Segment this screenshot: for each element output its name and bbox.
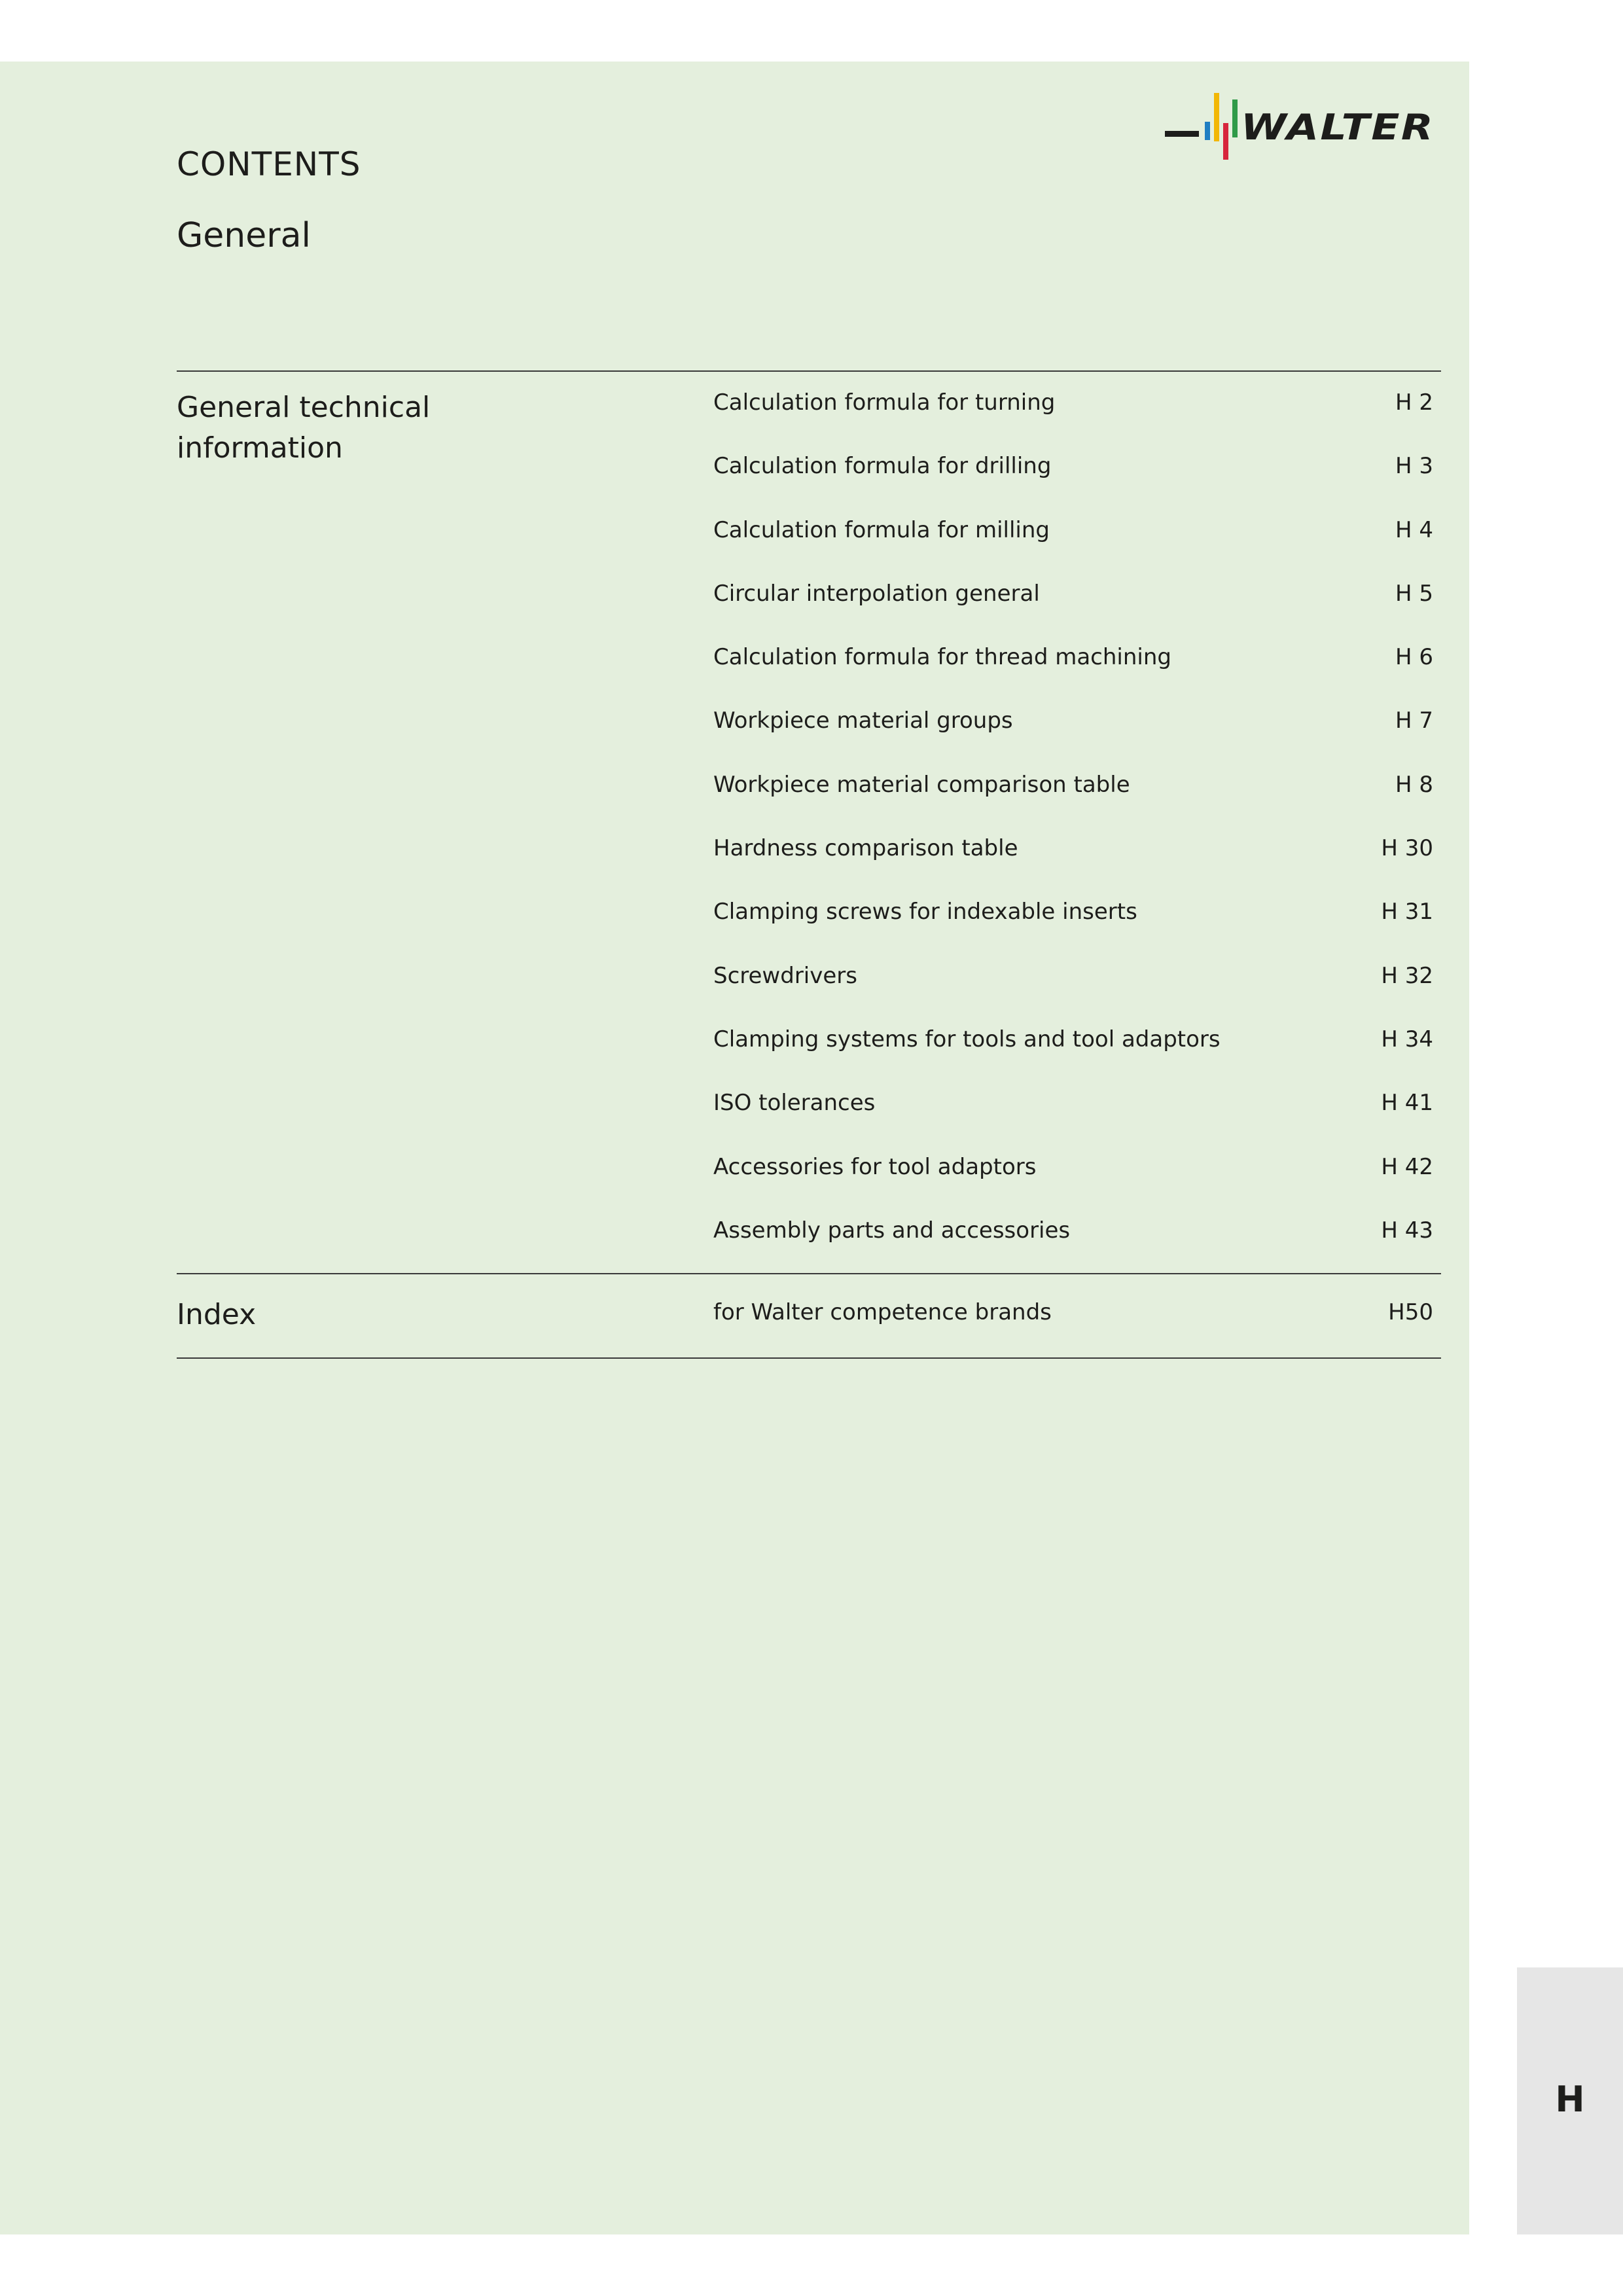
toc-entry-page: H 32 xyxy=(1381,962,1433,989)
section-title-general-technical-information: General technical information xyxy=(177,391,431,465)
section-tab-letter: H xyxy=(1555,2079,1585,2120)
toc-entry-label: Calculation formula for milling xyxy=(713,516,1050,543)
logo-bar-blue xyxy=(1205,122,1210,140)
toc-entry-page: H 2 xyxy=(1395,389,1433,416)
logo-dash xyxy=(1165,131,1199,137)
toc-entry-label: Screwdrivers xyxy=(713,962,857,989)
toc-entry[interactable] xyxy=(713,567,1433,631)
logo-text: WALTER xyxy=(1241,107,1435,148)
toc-entry[interactable] xyxy=(713,822,1433,886)
toc-entry-index[interactable] xyxy=(713,1299,1433,1332)
section-title-index: Index xyxy=(177,1298,257,1331)
toc-entry-label: Calculation formula for drilling xyxy=(713,453,1052,480)
toc-entry-page: H 5 xyxy=(1395,580,1433,607)
toc-entry-label: Clamping screws for indexable inserts xyxy=(713,899,1137,925)
toc-entry-label: for Walter competence brands xyxy=(713,1299,1052,1325)
divider-top xyxy=(177,370,1441,372)
toc-entry[interactable] xyxy=(713,950,1433,1013)
divider-bottom xyxy=(177,1357,1441,1359)
toc-entry[interactable] xyxy=(713,631,1433,694)
toc-entry[interactable] xyxy=(713,1204,1433,1268)
logo-bar-red xyxy=(1223,123,1228,160)
toc-entry[interactable] xyxy=(713,1013,1433,1077)
toc-entry-page: H 7 xyxy=(1395,708,1433,734)
toc-entry[interactable] xyxy=(713,694,1433,758)
walter-logo xyxy=(1165,90,1440,162)
logo-bar-green xyxy=(1232,99,1238,137)
toc-list xyxy=(713,376,1433,1268)
toc-entry-page: H 3 xyxy=(1395,453,1433,480)
toc-entry-label: ISO tolerances xyxy=(713,1090,876,1117)
section-tab-h[interactable] xyxy=(1517,1967,1623,2234)
toc-entry-label: Assembly parts and accessories xyxy=(713,1217,1071,1244)
toc-entry[interactable] xyxy=(713,759,1433,822)
toc-entry[interactable] xyxy=(713,376,1433,440)
toc-entry-page: H 43 xyxy=(1381,1217,1433,1244)
contents-label: CONTENTS xyxy=(177,145,361,183)
toc-entry-page: H 41 xyxy=(1381,1090,1433,1117)
toc-entry-label: Workpiece material comparison table xyxy=(713,771,1130,798)
toc-entry-page: H50 xyxy=(1388,1299,1433,1325)
toc-entry[interactable] xyxy=(713,1077,1433,1140)
toc-entry[interactable] xyxy=(713,886,1433,949)
toc-entry[interactable] xyxy=(713,440,1433,503)
toc-entry-label: Workpiece material groups xyxy=(713,708,1013,734)
toc-entry-page: H 8 xyxy=(1395,771,1433,798)
page-title: General xyxy=(177,216,311,255)
toc-entry[interactable] xyxy=(713,1141,1433,1204)
divider-middle xyxy=(177,1273,1441,1274)
toc-entry-label: Calculation formula for thread machining xyxy=(713,644,1171,671)
toc-entry-page: H 4 xyxy=(1395,516,1433,543)
toc-entry-label: Accessories for tool adaptors xyxy=(713,1153,1037,1180)
toc-entry-label: Clamping systems for tools and tool adaptors xyxy=(713,1026,1221,1052)
toc-entry-page: H 42 xyxy=(1381,1153,1433,1180)
toc-entry-label: Calculation formula for turning xyxy=(713,389,1056,416)
logo-bar-yellow xyxy=(1214,93,1219,141)
toc-entry[interactable] xyxy=(713,504,1433,567)
toc-entry-label: Hardness comparison table xyxy=(713,835,1018,862)
toc-entry-label: Circular interpolation general xyxy=(713,580,1040,607)
toc-entry-page: H 6 xyxy=(1395,644,1433,671)
toc-entry-page: H 34 xyxy=(1381,1026,1433,1052)
toc-entry-page: H 31 xyxy=(1381,899,1433,925)
toc-entry-page: H 30 xyxy=(1381,835,1433,862)
